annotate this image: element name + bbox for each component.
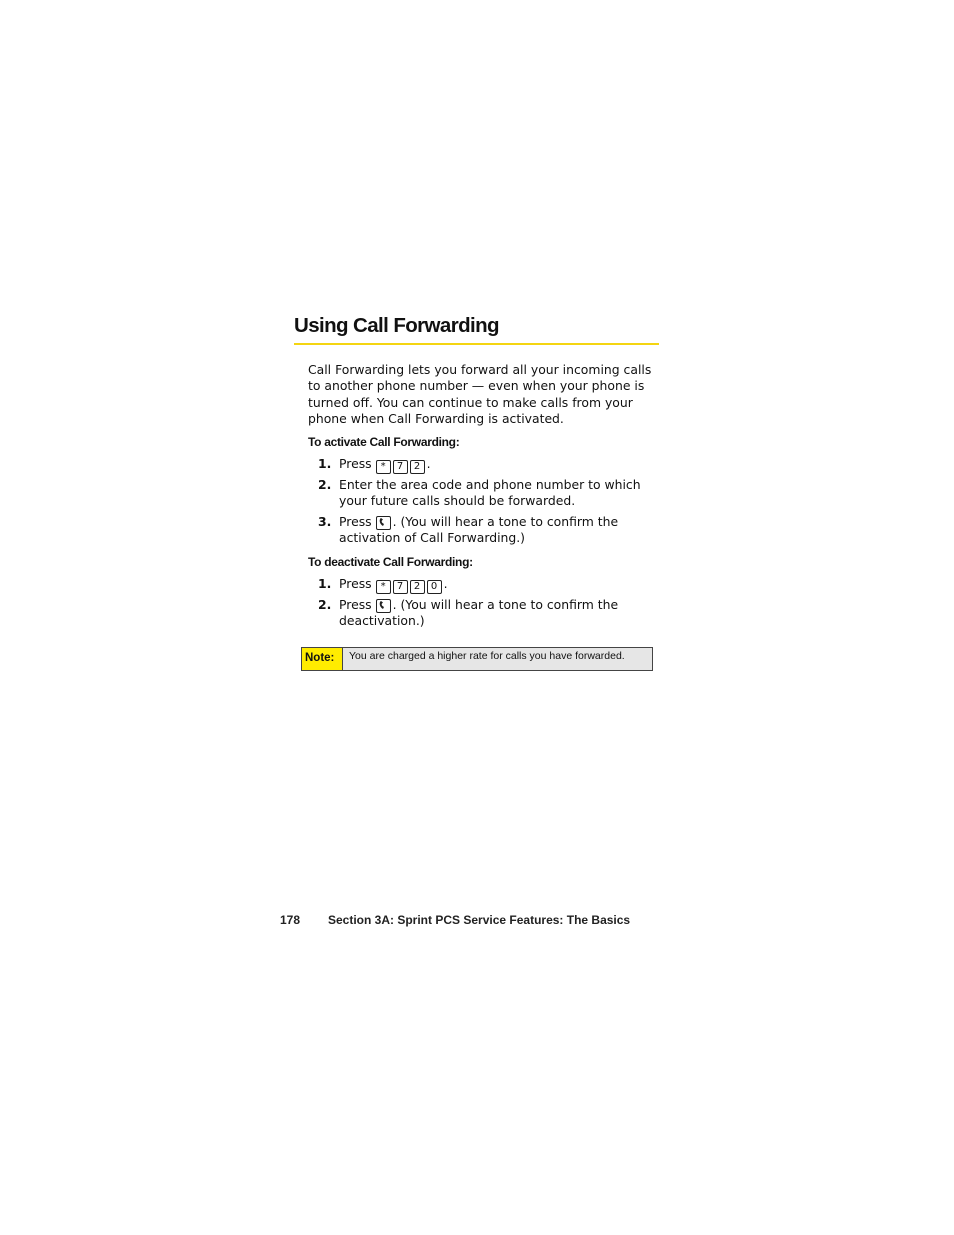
step-number: 1.: [318, 456, 332, 471]
two-key-icon: 2: [410, 580, 425, 594]
zero-key-icon: 0: [427, 580, 442, 594]
section-title: Section 3A: Sprint PCS Service Features: The Basics: [328, 913, 631, 927]
step-text: Enter the area code and phone number to which your future calls should be forwarded.: [339, 477, 641, 509]
send-key-icon: [376, 599, 391, 613]
phone-handset-icon: [378, 600, 389, 610]
intro-paragraph: Call Forwarding lets you forward all your incoming calls to another phone number — even when your phone is turned off. You can continue to make calls from your phone when Call Forwarding is activated.: [308, 362, 652, 427]
activate-step-1: [318, 456, 658, 474]
note-box: [301, 647, 653, 671]
step-suffix: .: [426, 456, 431, 471]
step-number: 2.: [318, 477, 332, 492]
deactivate-step-2: [318, 597, 658, 630]
note-label: Note:: [302, 648, 343, 670]
activate-step-2: [318, 477, 658, 510]
step-suffix: . (You will hear a tone to confirm the deactivation.): [339, 597, 619, 629]
send-key-icon: [376, 516, 391, 530]
step-number: 3.: [318, 514, 332, 529]
note-text: You are charged a higher rate for calls you have forwarded.: [349, 650, 625, 662]
phone-handset-icon: [378, 517, 389, 527]
page-title: Using Call Forwarding: [294, 314, 659, 345]
step-number: 1.: [318, 576, 332, 591]
deactivate-step-1: [318, 576, 658, 594]
activate-step-3: [318, 514, 658, 547]
star-key-icon: *: [376, 460, 391, 474]
step-suffix: .: [443, 576, 448, 591]
activate-heading: To activate Call Forwarding:: [308, 435, 460, 449]
step-number: 2.: [318, 597, 332, 612]
step-prefix: Press: [339, 576, 372, 591]
star-key-icon: *: [376, 580, 391, 594]
step-prefix: Press: [339, 514, 372, 529]
deactivate-heading: To deactivate Call Forwarding:: [308, 555, 473, 569]
seven-key-icon: 7: [393, 580, 408, 594]
page-number: 178: [280, 913, 301, 927]
two-key-icon: 2: [410, 460, 425, 474]
seven-key-icon: 7: [393, 460, 408, 474]
step-prefix: Press: [339, 597, 372, 612]
step-prefix: Press: [339, 456, 372, 471]
step-suffix: . (You will hear a tone to confirm the activation of Call Forwarding.): [339, 514, 619, 546]
